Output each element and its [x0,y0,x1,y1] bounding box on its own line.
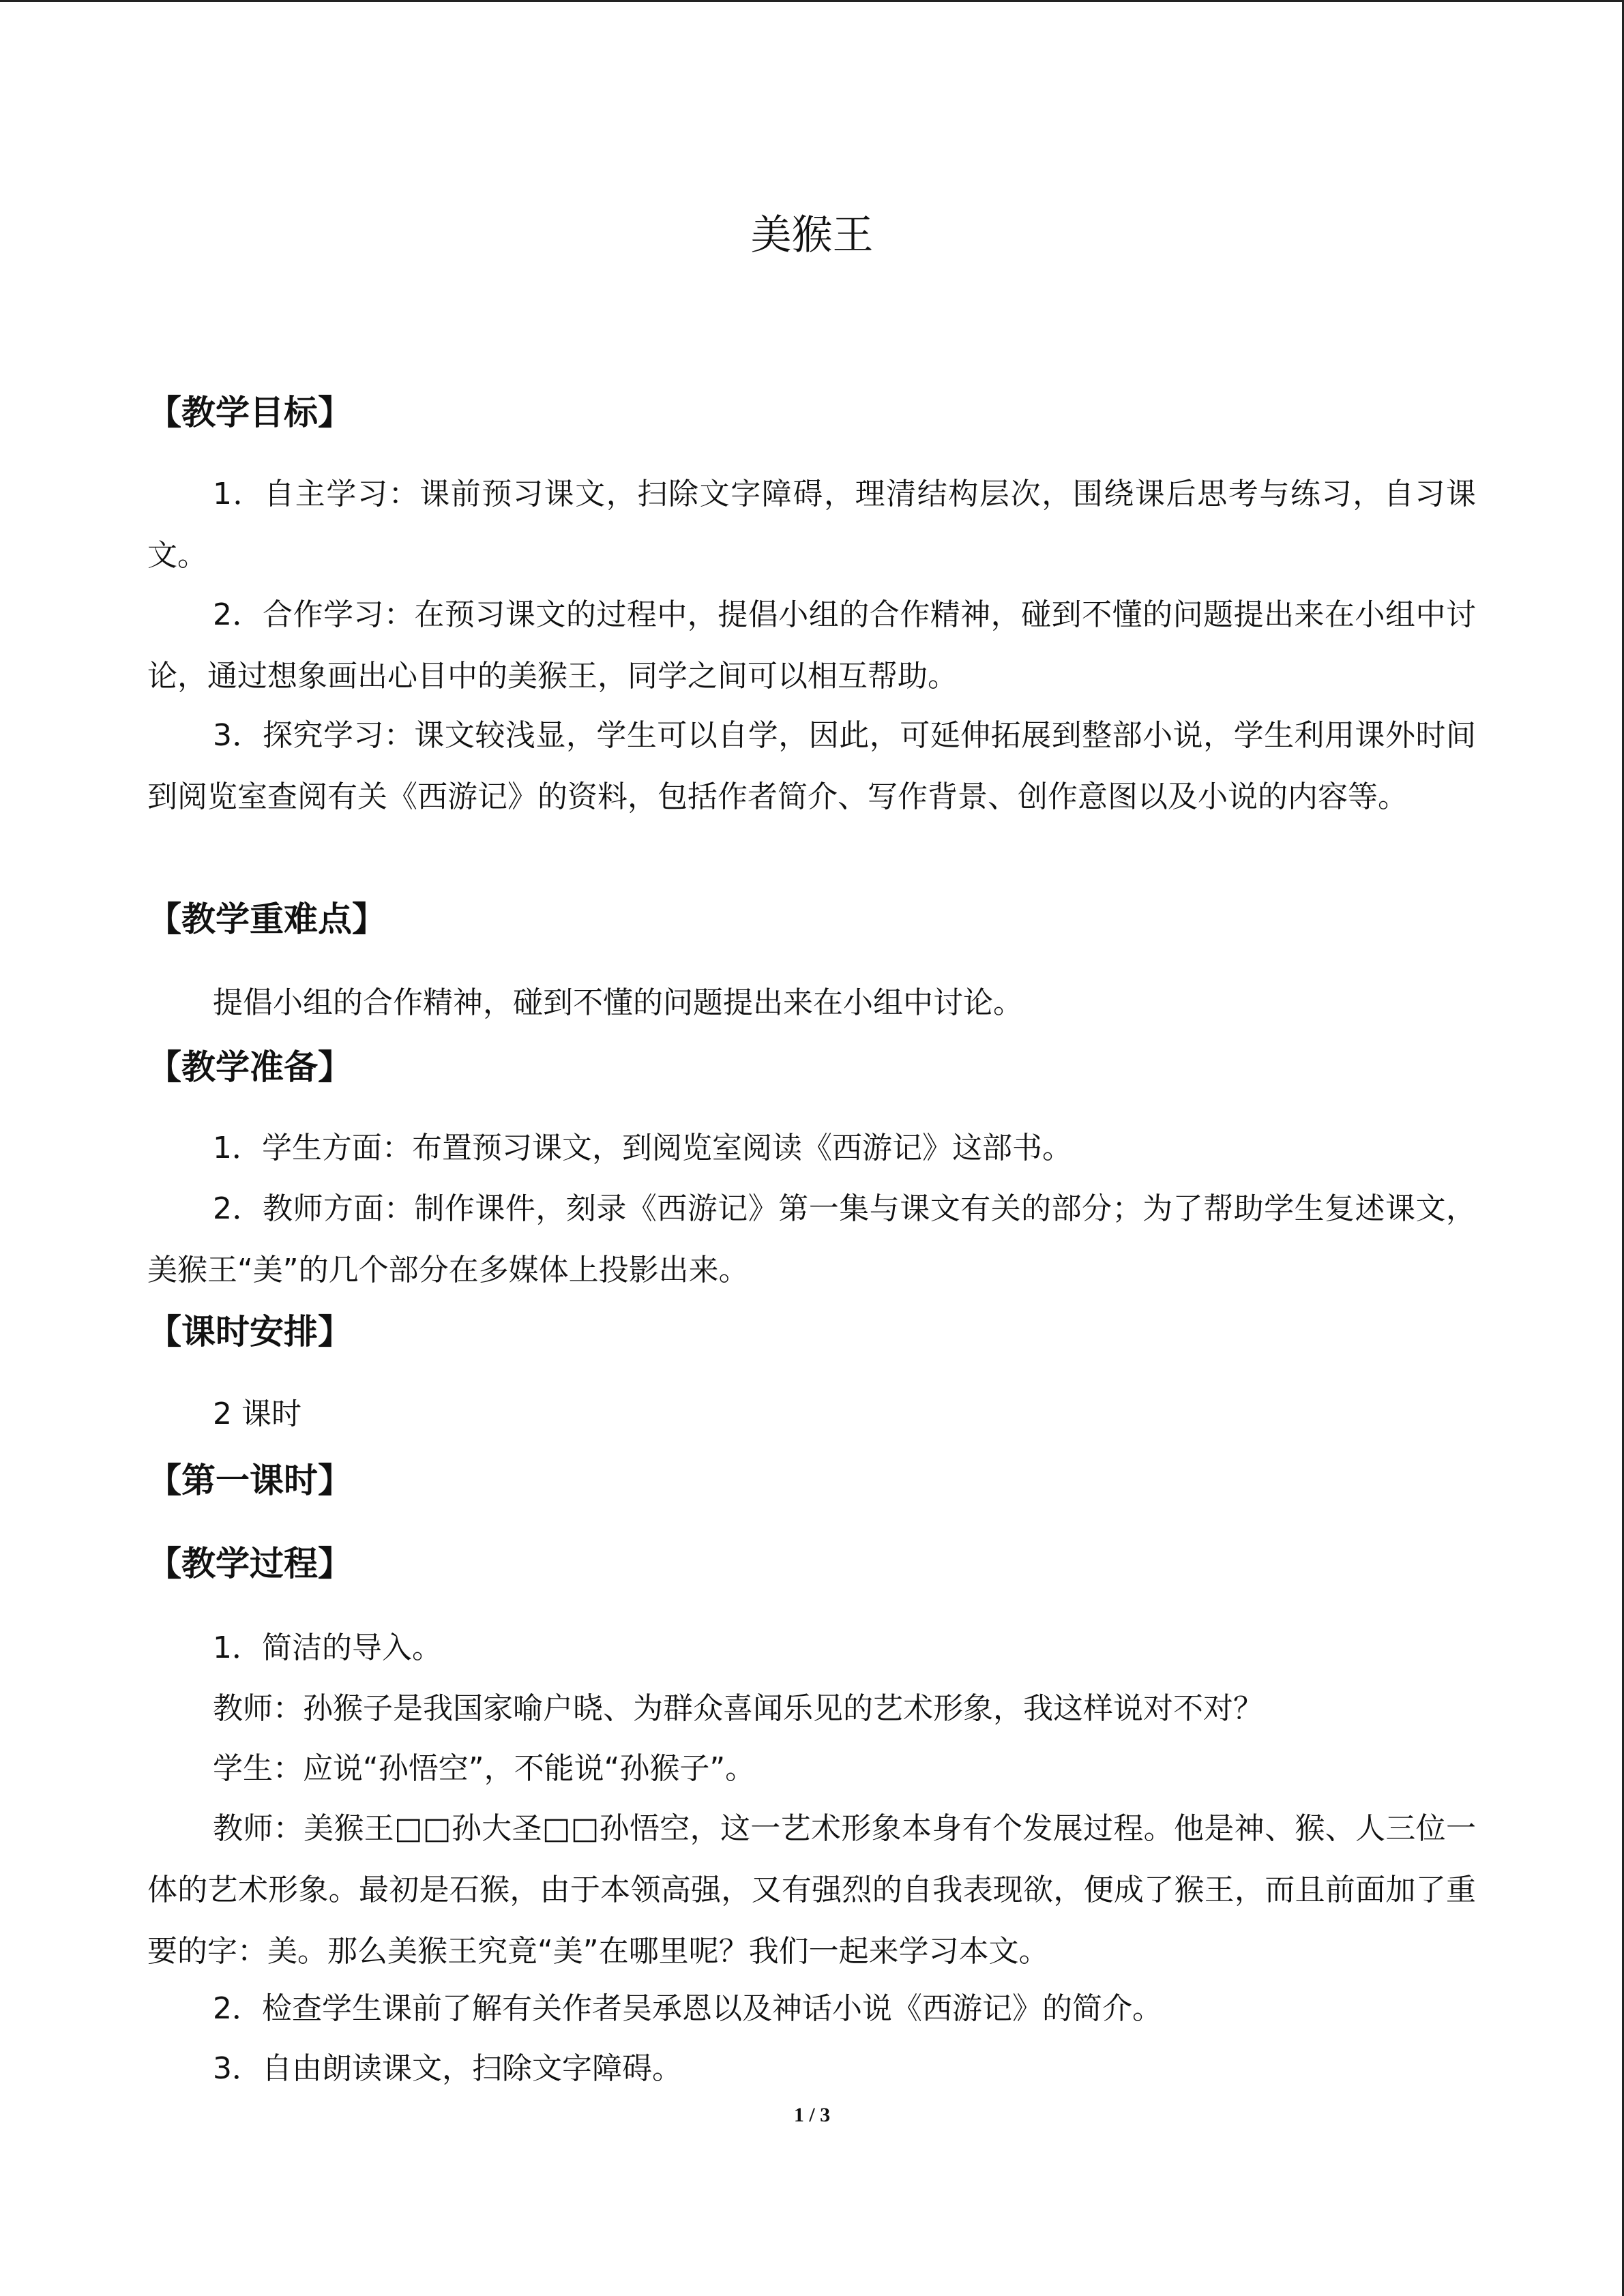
prep-item-1: 1．学生方面：布置预习课文，到阅览室阅读《西游记》这部书。 [213,1131,1072,1165]
schedule-text: 2 课时 [213,1397,301,1431]
heading-preparation: 【教学准备】 [147,1047,352,1087]
heading-schedule: 【课时安排】 [147,1312,352,1352]
process-item-4: 教师：美猴王□□孙大圣□□孙悟空，这一艺术形象本身有个发展过程。他是神、猴、人三位一体的艺术形象。最初是石猴，由于本领高强，又有强烈的自我表现欲，便成了猴王，而且前面加了重要的字：美。那么美猴王究竟“美”在哪里呢？我们一起来学习本文。 [147,1811,1476,1969]
process-item-1: 1．简洁的导入。 [213,1630,442,1665]
goal-item-2: 2．合作学习：在预习课文的过程中，提倡小组的合作精神，碰到不懂的问题提出来在小组中讨论，通过想象画出心目中的美猴王，同学之间可以相互帮助。 [147,597,1476,694]
process-item-2: 教师：孙猴子是我国家喻户晓、为群众喜闻乐见的艺术形象，我这样说对不对？ [213,1691,1263,1726]
heading-lesson-one: 【第一课时】 [147,1461,352,1500]
heading-teaching-goals: 【教学目标】 [147,393,352,432]
page-number: 1 / 3 [793,2104,831,2126]
process-item-6: 3．自由朗读课文，扫除文字障碍。 [213,2051,682,2086]
goal-item-3: 3．探究学习：课文较浅显，学生可以自学，因此，可延伸拓展到整部小说，学生利用课外时间到阅览室查阅有关《西游记》的资料，包括作者简介、写作背景、创作意图以及小说的内容等。 [147,718,1476,814]
heading-key-points: 【教学重难点】 [147,899,386,939]
prep-item-2: 2．教师方面：制作课件，刻录《西游记》第一集与课文有关的部分；为了帮助学生复述课文，美猴王“美”的几个部分在多媒体上投影出来。 [147,1191,1476,1287]
heading-teaching-process: 【教学过程】 [147,1544,352,1583]
key-points-text: 提倡小组的合作精神，碰到不懂的问题提出来在小组中讨论。 [213,985,1023,1020]
document-title: 美猴王 [750,211,874,259]
process-item-5: 2．检查学生课前了解有关作者吴承恩以及神话小说《西游记》的简介。 [213,1991,1162,2026]
page-border-top [0,0,1624,2]
goal-item-1: 1．自主学习：课前预习课文，扫除文字障碍，理清结构层次，围绕课后思考与练习，自习课文。 [147,477,1476,573]
process-item-3: 学生：应说“孙悟空”，不能说“孙猴子”。 [213,1751,756,1786]
